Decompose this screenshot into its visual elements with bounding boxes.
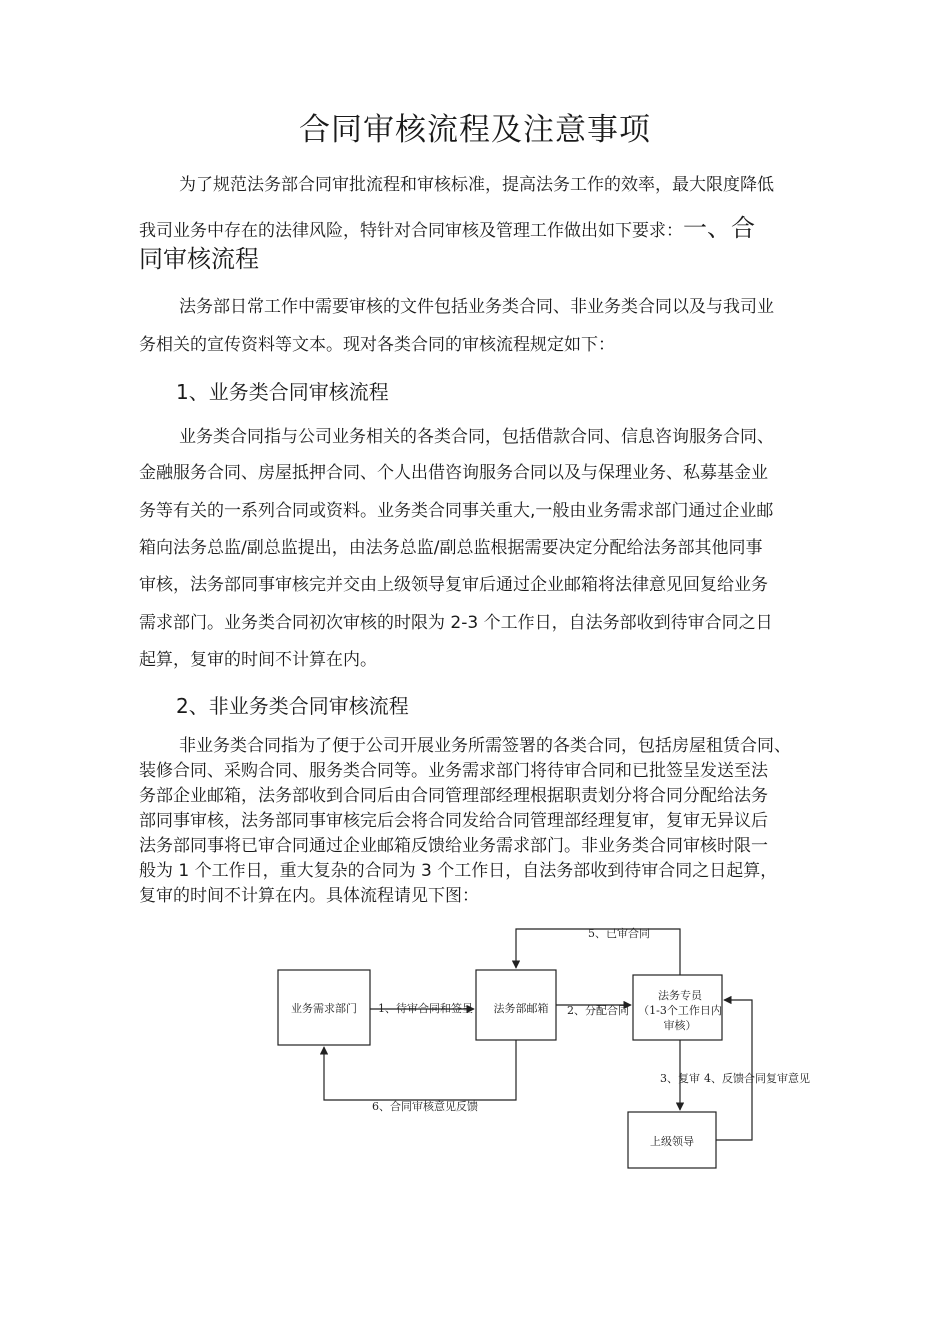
section2-line-4: 部同事审核，法务部同事审核完后会将合同发给合同管理部经理复审，复审无异议后: [139, 811, 768, 831]
section2-line-6: 般为 1 个工作日，重大复杂的合同为 3 个工作日，自法务部收到待审合同之日起算，: [139, 861, 778, 881]
document-title: 合同审核流程及注意事项: [299, 112, 651, 148]
section1-line-1: 业务类合同指与公司业务相关的各类合同，包括借款合同、信息咨询服务合同、: [179, 427, 774, 447]
section1-line-5: 审核，法务部同事审核完并交由上级领导复审后通过企业邮箱将法律意见回复给业务: [139, 575, 768, 595]
section2-heading: 2、非业务类合同审核流程: [176, 694, 409, 718]
heading-part-2: 同审核流程: [139, 245, 259, 273]
section1-line-7: 起算，复审的时间不计算在内。: [139, 650, 377, 670]
section2-line-7: 复审的时间不计算在内。具体流程请见下图：: [139, 886, 479, 906]
node-legal-specialist-label-1: 法务专员: [658, 989, 702, 1002]
edge-5-label: 5、已审合同: [588, 927, 650, 940]
section2-line-2: 装修合同、采购合同、服务类合同等。业务需求部门将待审合同和已批签呈发送至法: [139, 761, 768, 781]
heading-part-1: 一、合: [683, 214, 755, 242]
section-intro-line-2: 务相关的宣传资料等文本。现对各类合同的审核流程规定如下：: [139, 335, 615, 355]
intro-line-1: 为了规范法务部合同审批流程和审核标准，提高法务工作的效率，最大限度降低: [179, 175, 774, 195]
section2-line-1: 非业务类合同指为了便于公司开展业务所需签署的各类合同，包括房屋租赁合同、: [179, 736, 791, 756]
node-supervisor-label: 上级领导: [650, 1135, 694, 1148]
section1-line-6: 需求部门。业务类合同初次审核的时限为 2-3 个工作日，自法务部收到待审合同之日: [139, 613, 773, 633]
node-legal-specialist-label-3: 审核）: [663, 1019, 697, 1032]
edge-6-arrow: [324, 1040, 516, 1100]
node-legal-mailbox-label: 法务部邮箱: [493, 1002, 549, 1015]
section1-line-4: 箱向法务总监/副总监提出，由法务总监/副总监根据需要决定分配给法务部其他同事: [139, 538, 763, 558]
node-business-dept-label: 业务需求部门: [291, 1002, 357, 1015]
edge-1-label: 1、待审合同和签呈: [378, 1002, 473, 1015]
node-legal-specialist-label-2: （1-3个工作日内: [638, 1004, 722, 1017]
edge-4-label: 4、反馈合同复审意见: [704, 1072, 810, 1085]
edge-6-label: 6、合同审核意见反馈: [372, 1100, 478, 1113]
section1-line-3: 务等有关的一系列合同或资料。业务类合同事关重大,一般由业务需求部门通过企业邮: [139, 501, 774, 521]
edge-3-label: 3、复审: [660, 1072, 700, 1085]
section2-line-3: 务部企业邮箱，法务部收到合同后由合同管理部经理根据职责划分将合同分配给法务: [139, 786, 768, 806]
edge-2-label: 2、分配合同: [567, 1004, 629, 1017]
section2-line-5: 法务部同事将已审合同通过企业邮箱反馈给业务需求部门。非业务类合同审核时限一: [139, 836, 768, 856]
section-intro-line-1: 法务部日常工作中需要审核的文件包括业务类合同、非业务类合同以及与我司业: [179, 297, 774, 317]
section1-heading: 1、业务类合同审核流程: [176, 380, 389, 404]
intro-line-2-text: 我司业务中存在的法律风险，特针对合同审核及管理工作做出如下要求：: [139, 221, 683, 241]
section1-line-2: 金融服务合同、房屋抵押合同、个人出借咨询服务合同以及与保理业务、私募基金业: [139, 463, 768, 483]
